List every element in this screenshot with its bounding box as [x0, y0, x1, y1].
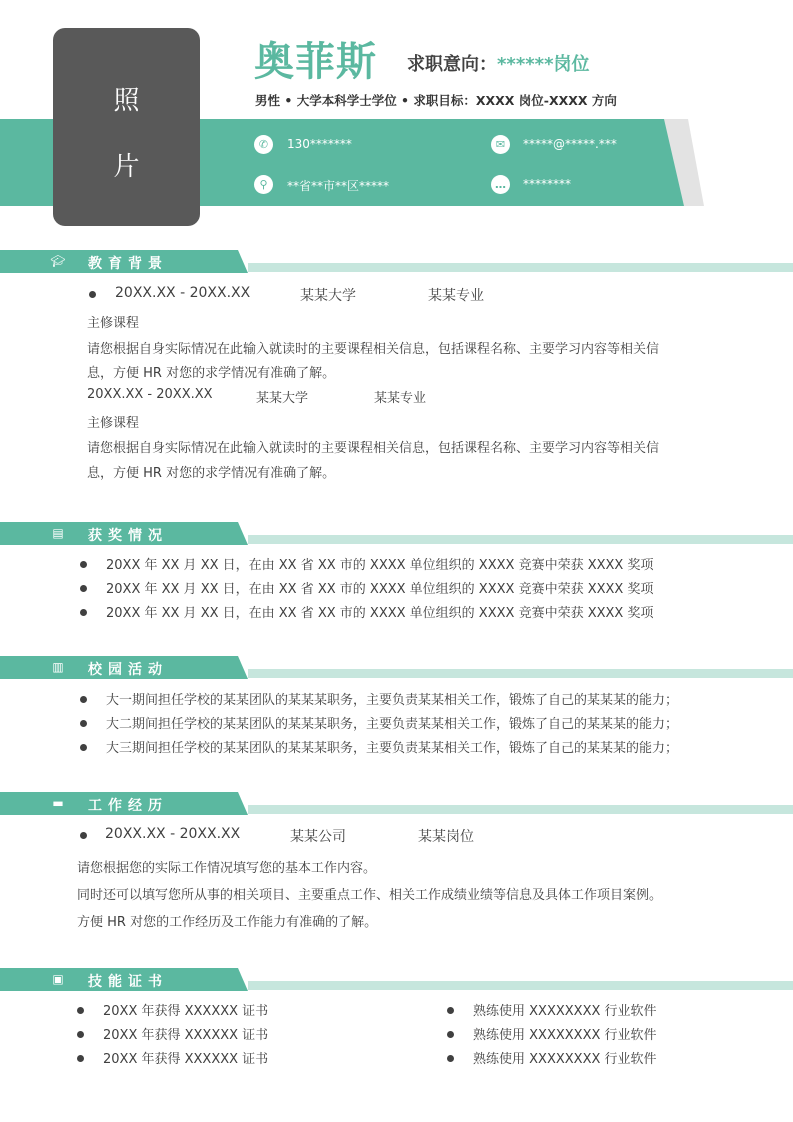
bullet-dot: [77, 1055, 84, 1062]
location-icon: ⚲: [254, 175, 273, 194]
address-text: **省**市**区*****: [287, 179, 390, 193]
building-icon: ▥: [52, 660, 64, 674]
skill-right-item: 熟练使用 XXXXXXXX 行业软件: [473, 1052, 657, 1067]
job-intent-label: 求职意向：: [407, 54, 497, 75]
skill-left-item: 20XX 年获得 XXXXXX 证书: [103, 1004, 269, 1019]
email-text[interactable]: *****@*****.***: [523, 137, 617, 151]
work-desc-line: 方便 HR 对您的工作经历及工作能力有准确的了解。: [77, 915, 378, 930]
work-desc-line: 同时还可以填写您所从事的相关项目、主要重点工作、相关工作成绩业绩等信息及具体工作项目案例。: [77, 888, 663, 903]
course-label: 主修课程: [87, 416, 140, 431]
work-desc-line: 请您根据您的实际工作情况填写您的基本工作内容。: [77, 861, 377, 876]
edu-desc-line-2: 息，方便 HR 对您的求学情况有准确了解。: [87, 466, 336, 481]
section-divider: [248, 805, 793, 814]
photo-text-2: 片: [113, 152, 140, 182]
award-item: 20XX 年 XX 月 XX 日，在由 XX 省 XX 市的 XXXX 单位组织的 XXXX 竞赛中荣获 XXXX 奖项: [106, 558, 654, 573]
job-intent: [407, 50, 589, 76]
section-title-education: 教育背景: [88, 256, 168, 272]
section-divider: [248, 535, 793, 544]
job-intent-value: ******岗位: [497, 54, 590, 75]
section-title-campus: 校园活动: [88, 662, 168, 678]
section-divider: [248, 669, 793, 678]
phone-text[interactable]: 130*******: [287, 137, 352, 151]
skill-left-item: 20XX 年获得 XXXXXX 证书: [103, 1052, 269, 1067]
campus-item: 大二期间担任学校的某某团队的某某某职务，主要负责某某相关工作，锻炼了自己的某某某的能力；: [106, 717, 679, 732]
candidate-name: 奥菲斯: [254, 39, 377, 85]
photo-placeholder[interactable]: [53, 28, 200, 226]
campus-item: 大三期间担任学校的某某团队的某某某职务，主要负责某某相关工作，锻炼了自己的某某某的能力；: [106, 741, 679, 756]
bullet-dot: [80, 609, 87, 616]
bullet-dot: [80, 744, 87, 751]
edu-desc-line-2: 息，方便 HR 对您的求学情况有准确了解。: [87, 366, 336, 381]
skill-right-item: 熟练使用 XXXXXXXX 行业软件: [473, 1004, 657, 1019]
skill-right-item: 熟练使用 XXXXXXXX 行业软件: [473, 1028, 657, 1043]
edu-school-1: 某某大学: [300, 288, 356, 304]
bullet-dot: [77, 1007, 84, 1014]
bullet-dot: [80, 585, 87, 592]
wechat-text[interactable]: ********: [523, 177, 571, 191]
skill-book-icon: ▣: [52, 972, 64, 986]
section-title-work: 工作经历: [88, 798, 168, 814]
bullet-dot: [447, 1055, 454, 1062]
bullet-dot: [80, 720, 87, 727]
edu-desc-line-1: 请您根据自身实际情况在此输入就读时的主要课程相关信息，包括课程名称、主要学习内容等相关信: [87, 441, 660, 456]
bullet-dot: [447, 1007, 454, 1014]
certificate-icon: ▤: [52, 526, 64, 540]
edu-date-1: 20XX.XX - 20XX.XX: [115, 285, 251, 301]
phone-icon: ✆: [254, 135, 273, 154]
edu-school-2: 某某大学: [256, 391, 309, 406]
bullet-dot: [80, 696, 87, 703]
edu-desc-line-1: 请您根据自身实际情况在此输入就读时的主要课程相关信息，包括课程名称、主要学习内容等相关信: [87, 342, 660, 357]
profile-summary: 男性 • 大学本科学士学位 • 求职目标：XXXX 岗位-XXXX 方向: [255, 93, 617, 108]
bullet-dot: [89, 291, 96, 298]
edu-major-2: 某某专业: [374, 391, 427, 406]
section-divider: [248, 981, 793, 990]
mail-icon: ✉: [491, 135, 510, 154]
photo-text-1: 照: [113, 86, 140, 116]
bullet-dot: [447, 1031, 454, 1038]
bullet-dot: [77, 1031, 84, 1038]
work-company: 某某公司: [290, 829, 346, 845]
section-title-skills: 技能证书: [88, 974, 168, 990]
course-label: 主修课程: [87, 316, 140, 331]
work-position: 某某岗位: [418, 829, 474, 845]
award-item: 20XX 年 XX 月 XX 日，在由 XX 省 XX 市的 XXXX 单位组织的 XXXX 竞赛中荣获 XXXX 奖项: [106, 606, 654, 621]
work-date: 20XX.XX - 20XX.XX: [105, 826, 241, 842]
edu-date-2: 20XX.XX - 20XX.XX: [87, 387, 213, 402]
chat-icon: …: [491, 175, 510, 194]
graduation-cap-icon: 🎓︎: [50, 254, 66, 268]
bullet-dot: [80, 561, 87, 568]
award-item: 20XX 年 XX 月 XX 日，在由 XX 省 XX 市的 XXXX 单位组织的 XXXX 竞赛中荣获 XXXX 奖项: [106, 582, 654, 597]
skill-left-item: 20XX 年获得 XXXXXX 证书: [103, 1028, 269, 1043]
bullet-dot: [80, 832, 87, 839]
edu-major-1: 某某专业: [428, 288, 484, 304]
briefcase-icon: ▬: [52, 796, 64, 810]
section-divider: [248, 263, 793, 272]
campus-item: 大一期间担任学校的某某团队的某某某职务，主要负责某某相关工作，锻炼了自己的某某某的能力；: [106, 693, 679, 708]
section-title-awards: 获奖情况: [88, 528, 168, 544]
